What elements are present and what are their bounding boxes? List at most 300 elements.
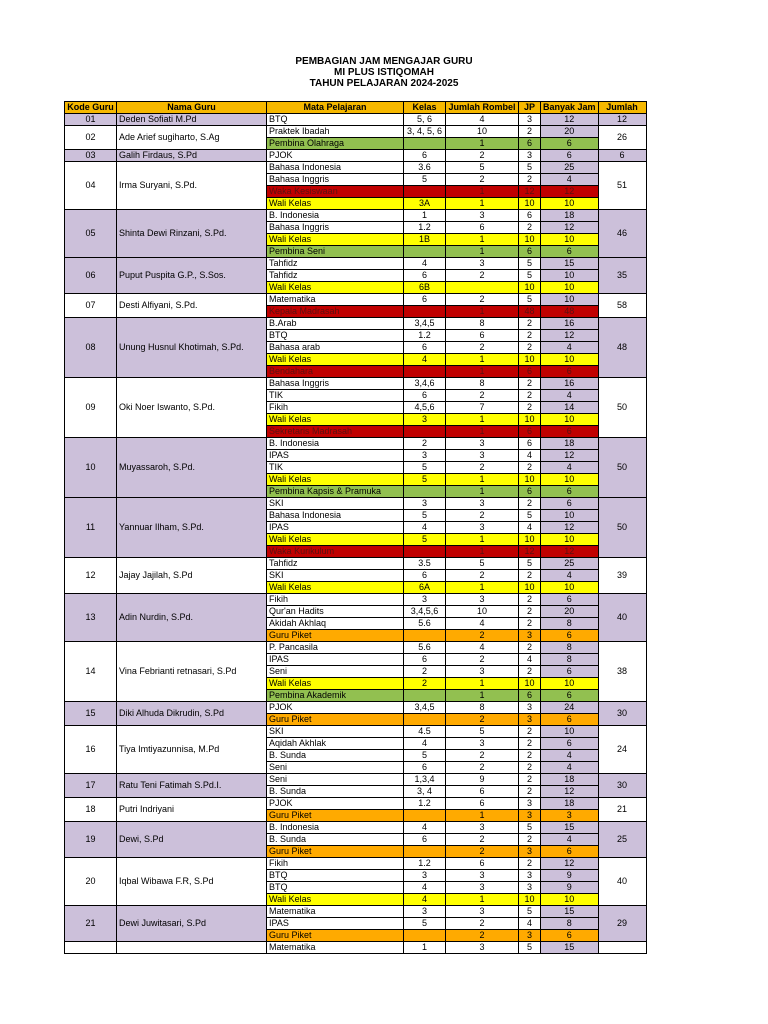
cell-jp[interactable]: 3 — [519, 702, 541, 714]
cell-kode-guru[interactable]: 03 — [65, 150, 117, 162]
cell-kelas[interactable]: 5 — [404, 510, 446, 522]
cell-banyak-jam[interactable]: 10 — [541, 510, 599, 522]
cell-kelas[interactable] — [404, 246, 446, 258]
cell-mata-pelajaran[interactable]: Bahasa Inggris — [267, 378, 404, 390]
cell-mata-pelajaran[interactable]: Wali Kelas — [267, 894, 404, 906]
cell-jp[interactable]: 6 — [519, 246, 541, 258]
cell-kelas[interactable] — [404, 630, 446, 642]
cell-kode-guru[interactable]: 02 — [65, 126, 117, 150]
cell-kelas[interactable]: 3 — [404, 870, 446, 882]
cell-nama-guru[interactable]: Dewi Juwitasari, S.Pd — [117, 906, 267, 942]
cell-banyak-jam[interactable]: 10 — [541, 474, 599, 486]
cell-jp[interactable]: 6 — [519, 426, 541, 438]
cell-kelas[interactable]: 6 — [404, 294, 446, 306]
cell-jp[interactable]: 3 — [519, 798, 541, 810]
cell-banyak-jam[interactable]: 4 — [541, 750, 599, 762]
cell-mata-pelajaran[interactable]: Waka Kurikulum — [267, 546, 404, 558]
cell-jumlah-rombel[interactable]: 1 — [446, 810, 519, 822]
cell-mata-pelajaran[interactable]: IPAS — [267, 654, 404, 666]
cell-kode-guru[interactable]: 08 — [65, 318, 117, 378]
cell-jp[interactable]: 2 — [519, 498, 541, 510]
cell-jumlah-rombel[interactable]: 8 — [446, 702, 519, 714]
cell-kelas[interactable]: 4 — [404, 354, 446, 366]
cell-mata-pelajaran[interactable]: Bahasa Indonesia — [267, 162, 404, 174]
cell-mata-pelajaran[interactable]: Seni — [267, 762, 404, 774]
cell-mata-pelajaran[interactable]: Bahasa Indonesia — [267, 510, 404, 522]
cell-mata-pelajaran[interactable]: Pembina Olahraga — [267, 138, 404, 150]
cell-mata-pelajaran[interactable]: Praktek Ibadah — [267, 126, 404, 138]
cell-jp[interactable]: 2 — [519, 834, 541, 846]
cell-jumlah-rombel[interactable]: 3 — [446, 822, 519, 834]
cell-banyak-jam[interactable]: 6 — [541, 630, 599, 642]
cell-jumlah[interactable]: 38 — [598, 642, 646, 702]
cell-banyak-jam[interactable]: 12 — [541, 786, 599, 798]
cell-jp[interactable]: 10 — [519, 894, 541, 906]
cell-banyak-jam[interactable]: 6 — [541, 846, 599, 858]
cell-banyak-jam[interactable]: 18 — [541, 774, 599, 786]
cell-kelas[interactable]: 5.6 — [404, 618, 446, 630]
cell-kelas[interactable]: 5.6 — [404, 642, 446, 654]
cell-jumlah-rombel[interactable]: 3 — [446, 666, 519, 678]
cell-jp[interactable]: 2 — [519, 858, 541, 870]
cell-banyak-jam[interactable]: 12 — [541, 222, 599, 234]
cell-mata-pelajaran[interactable]: BTQ — [267, 330, 404, 342]
cell-jumlah-rombel[interactable]: 1 — [446, 138, 519, 150]
cell-jp[interactable]: 2 — [519, 642, 541, 654]
cell-banyak-jam[interactable]: 15 — [541, 906, 599, 918]
cell-kelas[interactable]: 5, 6 — [404, 114, 446, 126]
cell-mata-pelajaran[interactable]: Bendahara — [267, 366, 404, 378]
cell-banyak-jam[interactable]: 6 — [541, 246, 599, 258]
col-banyak-jam[interactable]: Banyak Jam — [541, 102, 599, 114]
cell-mata-pelajaran[interactable]: B.Arab — [267, 318, 404, 330]
cell-jumlah-rombel[interactable]: 5 — [446, 558, 519, 570]
cell-mata-pelajaran[interactable]: Wali Kelas — [267, 534, 404, 546]
cell-mata-pelajaran[interactable]: IPAS — [267, 522, 404, 534]
cell-mata-pelajaran[interactable]: Guru Piket — [267, 810, 404, 822]
cell-jumlah-rombel[interactable]: 2 — [446, 654, 519, 666]
cell-mata-pelajaran[interactable]: Waka Kesiswaan — [267, 186, 404, 198]
cell-jp[interactable]: 12 — [519, 186, 541, 198]
cell-banyak-jam[interactable]: 12 — [541, 114, 599, 126]
cell-jp[interactable]: 3 — [519, 930, 541, 942]
cell-jp[interactable]: 2 — [519, 402, 541, 414]
cell-banyak-jam[interactable]: 10 — [541, 234, 599, 246]
cell-jp[interactable]: 2 — [519, 774, 541, 786]
cell-jumlah-rombel[interactable]: 2 — [446, 846, 519, 858]
cell-kelas[interactable]: 1.2 — [404, 858, 446, 870]
cell-kelas[interactable]: 1.2 — [404, 330, 446, 342]
cell-jumlah-rombel[interactable]: 2 — [446, 462, 519, 474]
cell-kelas[interactable]: 3,4,5 — [404, 318, 446, 330]
cell-mata-pelajaran[interactable]: PJOK — [267, 702, 404, 714]
cell-mata-pelajaran[interactable]: TIK — [267, 390, 404, 402]
cell-jp[interactable]: 3 — [519, 114, 541, 126]
cell-mata-pelajaran[interactable]: Wali Kelas — [267, 474, 404, 486]
cell-banyak-jam[interactable]: 10 — [541, 894, 599, 906]
cell-kelas[interactable]: 1 — [404, 942, 446, 954]
cell-kelas[interactable]: 3.6 — [404, 162, 446, 174]
cell-jumlah[interactable]: 21 — [598, 798, 646, 822]
cell-banyak-jam[interactable]: 10 — [541, 582, 599, 594]
cell-banyak-jam[interactable]: 10 — [541, 294, 599, 306]
cell-nama-guru[interactable]: Adin Nurdin, S.Pd. — [117, 594, 267, 642]
cell-jumlah-rombel[interactable]: 7 — [446, 402, 519, 414]
cell-jp[interactable]: 4 — [519, 654, 541, 666]
cell-jp[interactable]: 2 — [519, 594, 541, 606]
cell-kelas[interactable]: 2 — [404, 678, 446, 690]
cell-banyak-jam[interactable]: 16 — [541, 318, 599, 330]
cell-jumlah[interactable]: 24 — [598, 726, 646, 774]
cell-jumlah-rombel[interactable]: 3 — [446, 438, 519, 450]
cell-jumlah-rombel[interactable]: 6 — [446, 798, 519, 810]
cell-kelas[interactable]: 6 — [404, 654, 446, 666]
cell-kelas[interactable]: 6 — [404, 570, 446, 582]
cell-kelas[interactable]: 6 — [404, 150, 446, 162]
cell-kelas[interactable] — [404, 366, 446, 378]
cell-mata-pelajaran[interactable]: Seni — [267, 774, 404, 786]
cell-kode-guru[interactable]: 04 — [65, 162, 117, 210]
cell-mata-pelajaran[interactable]: Tahfidz — [267, 258, 404, 270]
cell-mata-pelajaran[interactable]: Wali Kelas — [267, 678, 404, 690]
cell-jumlah-rombel[interactable]: 2 — [446, 762, 519, 774]
cell-banyak-jam[interactable]: 6 — [541, 666, 599, 678]
cell-jumlah-rombel[interactable]: 1 — [446, 534, 519, 546]
cell-jp[interactable]: 2 — [519, 378, 541, 390]
cell-nama-guru[interactable] — [117, 942, 267, 954]
cell-mata-pelajaran[interactable]: Fikih — [267, 594, 404, 606]
cell-kode-guru[interactable]: 06 — [65, 258, 117, 294]
cell-mata-pelajaran[interactable]: Bahasa Inggris — [267, 174, 404, 186]
cell-jp[interactable]: 2 — [519, 786, 541, 798]
cell-jumlah-rombel[interactable]: 2 — [446, 750, 519, 762]
cell-banyak-jam[interactable]: 6 — [541, 690, 599, 702]
cell-banyak-jam[interactable]: 6 — [541, 498, 599, 510]
cell-kode-guru[interactable]: 17 — [65, 774, 117, 798]
cell-jp[interactable]: 3 — [519, 150, 541, 162]
cell-jumlah[interactable]: 30 — [598, 702, 646, 726]
cell-jumlah[interactable]: 35 — [598, 258, 646, 294]
cell-mata-pelajaran[interactable]: Wali Kelas — [267, 582, 404, 594]
cell-mata-pelajaran[interactable]: B. Indonesia — [267, 438, 404, 450]
cell-nama-guru[interactable]: Jajay Jajilah, S.Pd — [117, 558, 267, 594]
cell-kelas[interactable]: 2 — [404, 438, 446, 450]
cell-jumlah-rombel[interactable]: 3 — [446, 450, 519, 462]
cell-mata-pelajaran[interactable]: Matematika — [267, 906, 404, 918]
cell-jumlah-rombel[interactable]: 10 — [446, 606, 519, 618]
cell-banyak-jam[interactable]: 4 — [541, 390, 599, 402]
cell-jp[interactable]: 6 — [519, 486, 541, 498]
cell-jumlah-rombel[interactable]: 5 — [446, 726, 519, 738]
cell-mata-pelajaran[interactable]: P. Pancasila — [267, 642, 404, 654]
cell-kelas[interactable]: 3 — [404, 906, 446, 918]
cell-banyak-jam[interactable]: 10 — [541, 726, 599, 738]
cell-jumlah-rombel[interactable]: 5 — [446, 162, 519, 174]
cell-jumlah-rombel[interactable]: 1 — [446, 690, 519, 702]
cell-banyak-jam[interactable]: 10 — [541, 534, 599, 546]
cell-banyak-jam[interactable]: 10 — [541, 354, 599, 366]
cell-mata-pelajaran[interactable]: B. Indonesia — [267, 822, 404, 834]
cell-mata-pelajaran[interactable]: Tahfidz — [267, 558, 404, 570]
cell-kode-guru[interactable]: 12 — [65, 558, 117, 594]
cell-jp[interactable]: 2 — [519, 126, 541, 138]
cell-kelas[interactable]: 3,4,6 — [404, 378, 446, 390]
cell-jumlah-rombel[interactable]: 6 — [446, 222, 519, 234]
cell-jumlah-rombel[interactable]: 1 — [446, 426, 519, 438]
cell-jumlah-rombel[interactable]: 8 — [446, 378, 519, 390]
cell-jumlah-rombel[interactable]: 1 — [446, 678, 519, 690]
cell-kelas[interactable] — [404, 486, 446, 498]
cell-kelas[interactable]: 5 — [404, 918, 446, 930]
cell-mata-pelajaran[interactable]: Wali Kelas — [267, 354, 404, 366]
cell-jp[interactable]: 2 — [519, 726, 541, 738]
cell-jp[interactable]: 2 — [519, 738, 541, 750]
cell-jp[interactable]: 2 — [519, 606, 541, 618]
cell-mata-pelajaran[interactable]: Matematika — [267, 942, 404, 954]
cell-mata-pelajaran[interactable]: B. Sunda — [267, 750, 404, 762]
cell-jp[interactable]: 5 — [519, 942, 541, 954]
cell-jumlah-rombel[interactable]: 9 — [446, 774, 519, 786]
cell-kelas[interactable]: 3, 4 — [404, 786, 446, 798]
cell-jp[interactable]: 6 — [519, 138, 541, 150]
cell-kode-guru[interactable]: 05 — [65, 210, 117, 258]
cell-mata-pelajaran[interactable]: Fikih — [267, 858, 404, 870]
cell-kelas[interactable]: 1,3,4 — [404, 774, 446, 786]
cell-kelas[interactable]: 4 — [404, 258, 446, 270]
cell-jp[interactable]: 2 — [519, 174, 541, 186]
cell-kode-guru[interactable]: 18 — [65, 798, 117, 822]
cell-jp[interactable]: 10 — [519, 678, 541, 690]
cell-mata-pelajaran[interactable]: Pembina Akademik — [267, 690, 404, 702]
cell-banyak-jam[interactable]: 20 — [541, 126, 599, 138]
cell-kode-guru[interactable]: 15 — [65, 702, 117, 726]
cell-jp[interactable]: 3 — [519, 870, 541, 882]
cell-kelas[interactable]: 4 — [404, 822, 446, 834]
cell-mata-pelajaran[interactable]: B. Sunda — [267, 786, 404, 798]
cell-banyak-jam[interactable]: 4 — [541, 834, 599, 846]
cell-jumlah-rombel[interactable]: 2 — [446, 270, 519, 282]
cell-jp[interactable]: 10 — [519, 354, 541, 366]
cell-jumlah-rombel[interactable]: 1 — [446, 486, 519, 498]
cell-jumlah-rombel[interactable]: 2 — [446, 834, 519, 846]
cell-kelas[interactable]: 3 — [404, 594, 446, 606]
cell-mata-pelajaran[interactable]: Aqidah Akhlak — [267, 738, 404, 750]
cell-jumlah-rombel[interactable]: 3 — [446, 906, 519, 918]
cell-jp[interactable]: 3 — [519, 630, 541, 642]
cell-jumlah-rombel[interactable]: 1 — [446, 198, 519, 210]
cell-jp[interactable]: 48 — [519, 306, 541, 318]
cell-jp[interactable]: 10 — [519, 582, 541, 594]
cell-jumlah-rombel[interactable]: 1 — [446, 546, 519, 558]
cell-kode-guru[interactable]: 09 — [65, 378, 117, 438]
cell-jumlah-rombel[interactable]: 2 — [446, 342, 519, 354]
cell-nama-guru[interactable]: Tiya Imtiyazunnisa, M.Pd — [117, 726, 267, 774]
cell-banyak-jam[interactable]: 6 — [541, 930, 599, 942]
cell-kelas[interactable] — [404, 306, 446, 318]
cell-mata-pelajaran[interactable]: Tahfidz — [267, 270, 404, 282]
cell-kode-guru[interactable]: 16 — [65, 726, 117, 774]
cell-kelas[interactable]: 6B — [404, 282, 446, 294]
cell-mata-pelajaran[interactable]: Guru Piket — [267, 930, 404, 942]
col-kelas[interactable]: Kelas — [404, 102, 446, 114]
cell-jp[interactable]: 5 — [519, 510, 541, 522]
cell-mata-pelajaran[interactable]: Akidah Akhlaq — [267, 618, 404, 630]
cell-jp[interactable]: 5 — [519, 822, 541, 834]
cell-mata-pelajaran[interactable]: Guru Piket — [267, 714, 404, 726]
cell-mata-pelajaran[interactable]: Bahasa arab — [267, 342, 404, 354]
cell-jp[interactable]: 5 — [519, 162, 541, 174]
cell-banyak-jam[interactable]: 15 — [541, 822, 599, 834]
cell-jumlah-rombel[interactable]: 3 — [446, 210, 519, 222]
cell-kode-guru[interactable]: 19 — [65, 822, 117, 858]
cell-jumlah[interactable]: 25 — [598, 822, 646, 858]
cell-mata-pelajaran[interactable]: SKI — [267, 726, 404, 738]
cell-kelas[interactable]: 6 — [404, 762, 446, 774]
cell-kelas[interactable]: 5 — [404, 534, 446, 546]
cell-jumlah[interactable]: 12 — [598, 114, 646, 126]
cell-kode-guru[interactable]: 07 — [65, 294, 117, 318]
cell-banyak-jam[interactable]: 18 — [541, 798, 599, 810]
cell-jumlah-rombel[interactable]: 8 — [446, 318, 519, 330]
cell-jp[interactable]: 10 — [519, 414, 541, 426]
cell-jp[interactable]: 5 — [519, 294, 541, 306]
cell-kelas[interactable]: 6 — [404, 342, 446, 354]
cell-jumlah-rombel[interactable]: 1 — [446, 414, 519, 426]
col-jumlah[interactable]: Jumlah — [598, 102, 646, 114]
cell-jumlah[interactable]: 39 — [598, 558, 646, 594]
col-jp[interactable]: JP — [519, 102, 541, 114]
cell-nama-guru[interactable]: Ade Arief sugiharto, S.Ag — [117, 126, 267, 150]
cell-kelas[interactable]: 3, 4, 5, 6 — [404, 126, 446, 138]
cell-mata-pelajaran[interactable]: Fikih — [267, 402, 404, 414]
cell-jumlah[interactable]: 26 — [598, 126, 646, 150]
cell-jumlah-rombel[interactable]: 3 — [446, 870, 519, 882]
cell-banyak-jam[interactable]: 15 — [541, 942, 599, 954]
cell-jumlah-rombel[interactable]: 1 — [446, 354, 519, 366]
cell-nama-guru[interactable]: Puput Puspita G.P., S.Sos. — [117, 258, 267, 294]
cell-banyak-jam[interactable]: 6 — [541, 714, 599, 726]
cell-kode-guru[interactable]: 11 — [65, 498, 117, 558]
cell-jumlah[interactable]: 51 — [598, 162, 646, 210]
cell-banyak-jam[interactable]: 12 — [541, 858, 599, 870]
cell-jumlah-rombel[interactable]: 1 — [446, 186, 519, 198]
cell-banyak-jam[interactable]: 12 — [541, 186, 599, 198]
cell-jp[interactable]: 3 — [519, 882, 541, 894]
cell-nama-guru[interactable]: Ratu Teni Fatimah S.Pd.I. — [117, 774, 267, 798]
cell-mata-pelajaran[interactable]: SKI — [267, 498, 404, 510]
cell-kelas[interactable]: 1B — [404, 234, 446, 246]
cell-nama-guru[interactable]: Irma Suryani, S.Pd. — [117, 162, 267, 210]
cell-kelas[interactable]: 4 — [404, 882, 446, 894]
cell-jp[interactable]: 5 — [519, 270, 541, 282]
cell-jp[interactable]: 6 — [519, 690, 541, 702]
cell-jp[interactable]: 5 — [519, 558, 541, 570]
cell-mata-pelajaran[interactable]: Wali Kelas — [267, 234, 404, 246]
cell-jumlah[interactable] — [598, 942, 646, 954]
cell-kelas[interactable] — [404, 186, 446, 198]
cell-jp[interactable]: 2 — [519, 462, 541, 474]
cell-mata-pelajaran[interactable]: BTQ — [267, 882, 404, 894]
cell-banyak-jam[interactable]: 8 — [541, 642, 599, 654]
cell-jumlah-rombel[interactable] — [446, 282, 519, 294]
cell-jumlah-rombel[interactable]: 2 — [446, 630, 519, 642]
cell-jp[interactable]: 10 — [519, 534, 541, 546]
cell-mata-pelajaran[interactable]: IPAS — [267, 450, 404, 462]
cell-mata-pelajaran[interactable]: Pembina Seni — [267, 246, 404, 258]
cell-banyak-jam[interactable]: 48 — [541, 306, 599, 318]
cell-jp[interactable]: 3 — [519, 714, 541, 726]
cell-banyak-jam[interactable]: 12 — [541, 546, 599, 558]
cell-jp[interactable]: 6 — [519, 210, 541, 222]
cell-kode-guru[interactable]: 20 — [65, 858, 117, 906]
cell-jp[interactable]: 2 — [519, 342, 541, 354]
cell-kelas[interactable]: 6 — [404, 270, 446, 282]
cell-jumlah-rombel[interactable]: 4 — [446, 618, 519, 630]
cell-jumlah[interactable]: 58 — [598, 294, 646, 318]
cell-mata-pelajaran[interactable]: Matematika — [267, 294, 404, 306]
cell-banyak-jam[interactable]: 18 — [541, 438, 599, 450]
cell-mata-pelajaran[interactable]: Wali Kelas — [267, 198, 404, 210]
cell-mata-pelajaran[interactable]: B. Indonesia — [267, 210, 404, 222]
cell-kelas[interactable]: 5 — [404, 174, 446, 186]
cell-jumlah-rombel[interactable]: 6 — [446, 858, 519, 870]
cell-jumlah-rombel[interactable]: 2 — [446, 174, 519, 186]
cell-banyak-jam[interactable]: 4 — [541, 174, 599, 186]
cell-mata-pelajaran[interactable]: TIK — [267, 462, 404, 474]
cell-kode-guru[interactable]: 10 — [65, 438, 117, 498]
cell-kode-guru[interactable]: 21 — [65, 906, 117, 942]
cell-mata-pelajaran[interactable]: Guru Piket — [267, 846, 404, 858]
cell-nama-guru[interactable]: Muyassaroh, S.Pd. — [117, 438, 267, 498]
cell-jp[interactable]: 10 — [519, 282, 541, 294]
cell-kelas[interactable]: 6 — [404, 390, 446, 402]
cell-kelas[interactable]: 3A — [404, 198, 446, 210]
cell-mata-pelajaran[interactable]: IPAS — [267, 918, 404, 930]
cell-banyak-jam[interactable]: 8 — [541, 618, 599, 630]
cell-jp[interactable]: 10 — [519, 198, 541, 210]
cell-jumlah[interactable]: 50 — [598, 498, 646, 558]
cell-jumlah-rombel[interactable]: 2 — [446, 510, 519, 522]
cell-kelas[interactable]: 3 — [404, 498, 446, 510]
cell-jumlah-rombel[interactable]: 6 — [446, 786, 519, 798]
cell-banyak-jam[interactable]: 6 — [541, 366, 599, 378]
cell-kelas[interactable]: 5 — [404, 750, 446, 762]
cell-kelas[interactable] — [404, 930, 446, 942]
cell-jumlah-rombel[interactable]: 3 — [446, 738, 519, 750]
cell-kelas[interactable]: 1.2 — [404, 222, 446, 234]
cell-kelas[interactable] — [404, 546, 446, 558]
cell-banyak-jam[interactable]: 12 — [541, 522, 599, 534]
cell-jp[interactable]: 3 — [519, 810, 541, 822]
cell-kelas[interactable]: 4 — [404, 738, 446, 750]
cell-mata-pelajaran[interactable]: BTQ — [267, 870, 404, 882]
cell-jumlah[interactable]: 30 — [598, 774, 646, 798]
cell-nama-guru[interactable]: Oki Noer Iswanto, S.Pd. — [117, 378, 267, 438]
cell-banyak-jam[interactable]: 16 — [541, 378, 599, 390]
cell-jumlah-rombel[interactable]: 2 — [446, 714, 519, 726]
cell-banyak-jam[interactable]: 6 — [541, 594, 599, 606]
cell-kelas[interactable]: 1.2 — [404, 798, 446, 810]
cell-banyak-jam[interactable]: 10 — [541, 678, 599, 690]
cell-kode-guru[interactable]: 14 — [65, 642, 117, 702]
cell-banyak-jam[interactable]: 25 — [541, 162, 599, 174]
col-mata-pelajaran[interactable]: Mata Pelajaran — [267, 102, 404, 114]
cell-jumlah[interactable]: 40 — [598, 858, 646, 906]
cell-kelas[interactable]: 4.5 — [404, 726, 446, 738]
cell-kelas[interactable]: 6 — [404, 834, 446, 846]
cell-banyak-jam[interactable]: 24 — [541, 702, 599, 714]
cell-jumlah-rombel[interactable]: 1 — [446, 894, 519, 906]
